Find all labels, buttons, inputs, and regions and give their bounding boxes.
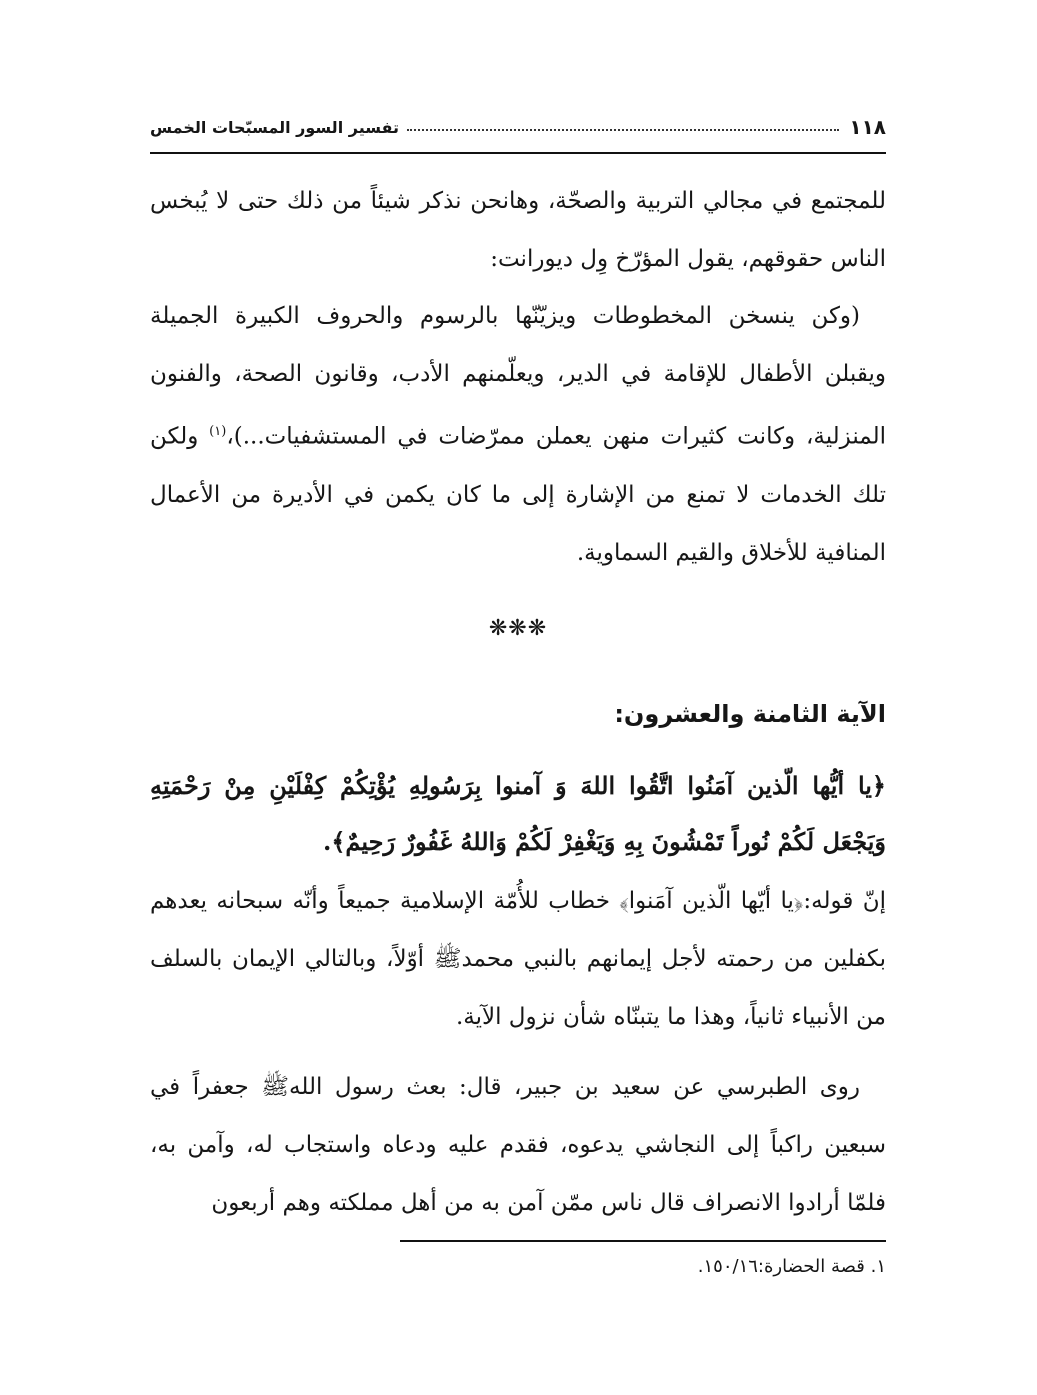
footnote-rule xyxy=(400,1240,886,1242)
paragraph-3 xyxy=(150,872,886,1046)
paragraph-2-text xyxy=(150,287,886,582)
paragraph-4-text: روى الطبرسي عن سعيد بن جبير، قال: بعث رسول اللهﷺ جعفراً في سبعين راكباً إلى النجاشي يدعوه، فقدم عليه ودعاه واستجاب له، وآمن به، فلمّا أرادوا الانصراف قال ناس ممّن آمن به من أهل مملكته وهم أربعون xyxy=(150,1074,886,1216)
running-header xyxy=(150,112,886,142)
quran-verse: ﴿يا أيُّها الّذين آمَنُوا اتَّقُوا اللهَ وَ آمنوا بِرَسُولِهِ يُؤْتِكُمْ كِفْلَيْنِ مِنْ رَحْمَتِهِ وَيَجْعَل لَكُمْ نُوراً تَمْشُونَ بِهِ وَيَغْفِرْ لَكُمْ وَاللهُ غَفُورٌ رَحِيمٌ﴾. xyxy=(150,771,886,856)
footnote-reference: (١) xyxy=(209,424,227,439)
paragraph-1-text: للمجتمع في مجالي التربية والصحّة، وهانحن نذكر شيئاً من ذلك حتى لا يُبخس الناس حقوقهم، يقول المؤرّخ وِل ديورانت: xyxy=(150,188,886,272)
paragraph-2-continuation: ولكن تلك الخدمات لا تمنع من الإشارة إلى ما كان يكمن في الأديرة من الأعمال المنافية للأخلاق والقيم السماوية. xyxy=(150,423,886,566)
book-title: تفسير السور المسبّحات الخمس xyxy=(150,117,400,137)
header-dot-leader xyxy=(407,129,839,131)
quote-text: (وكن ينسخن المخطوطات ويزيّنّها بالرسوم والحروف الكبيرة الجميلة ويقبلن الأطفال للإقامة في الدير، ويعلّمنهم الأدب، وقانون الصحة، والفنون المنزلية، وكانت كثيرات منهن يعملن ممرّضات في المستشفيات...)، xyxy=(150,303,886,450)
paragraph-4 xyxy=(150,1058,886,1232)
paragraph-3-text: إنّ قوله:﴿يا أيّها الّذين آمَنوا﴾ خطاب للأُمّة الإسلامية جميعاً وأنّه سبحانه يعدهم بكفلين من رحمته لأجل إيمانهم بالنبي محمدﷺ أوّلاً، وبالتالي الإيمان بالسلف من الأنبياء ثانياً، وهذا ما يتبنّاه شأن نزول الآية. xyxy=(150,888,886,1030)
section-heading: الآية الثامنة والعشرون: xyxy=(614,700,886,728)
paragraph-1 xyxy=(150,172,886,288)
section-separator: ❋❋❋ xyxy=(488,616,548,641)
header-rule xyxy=(150,152,886,154)
footnote: ١. قصة الحضارة:١٥٠/١٦. xyxy=(697,1256,886,1277)
page-number: ١١٨ xyxy=(849,115,886,139)
paragraph-2 xyxy=(150,287,886,582)
